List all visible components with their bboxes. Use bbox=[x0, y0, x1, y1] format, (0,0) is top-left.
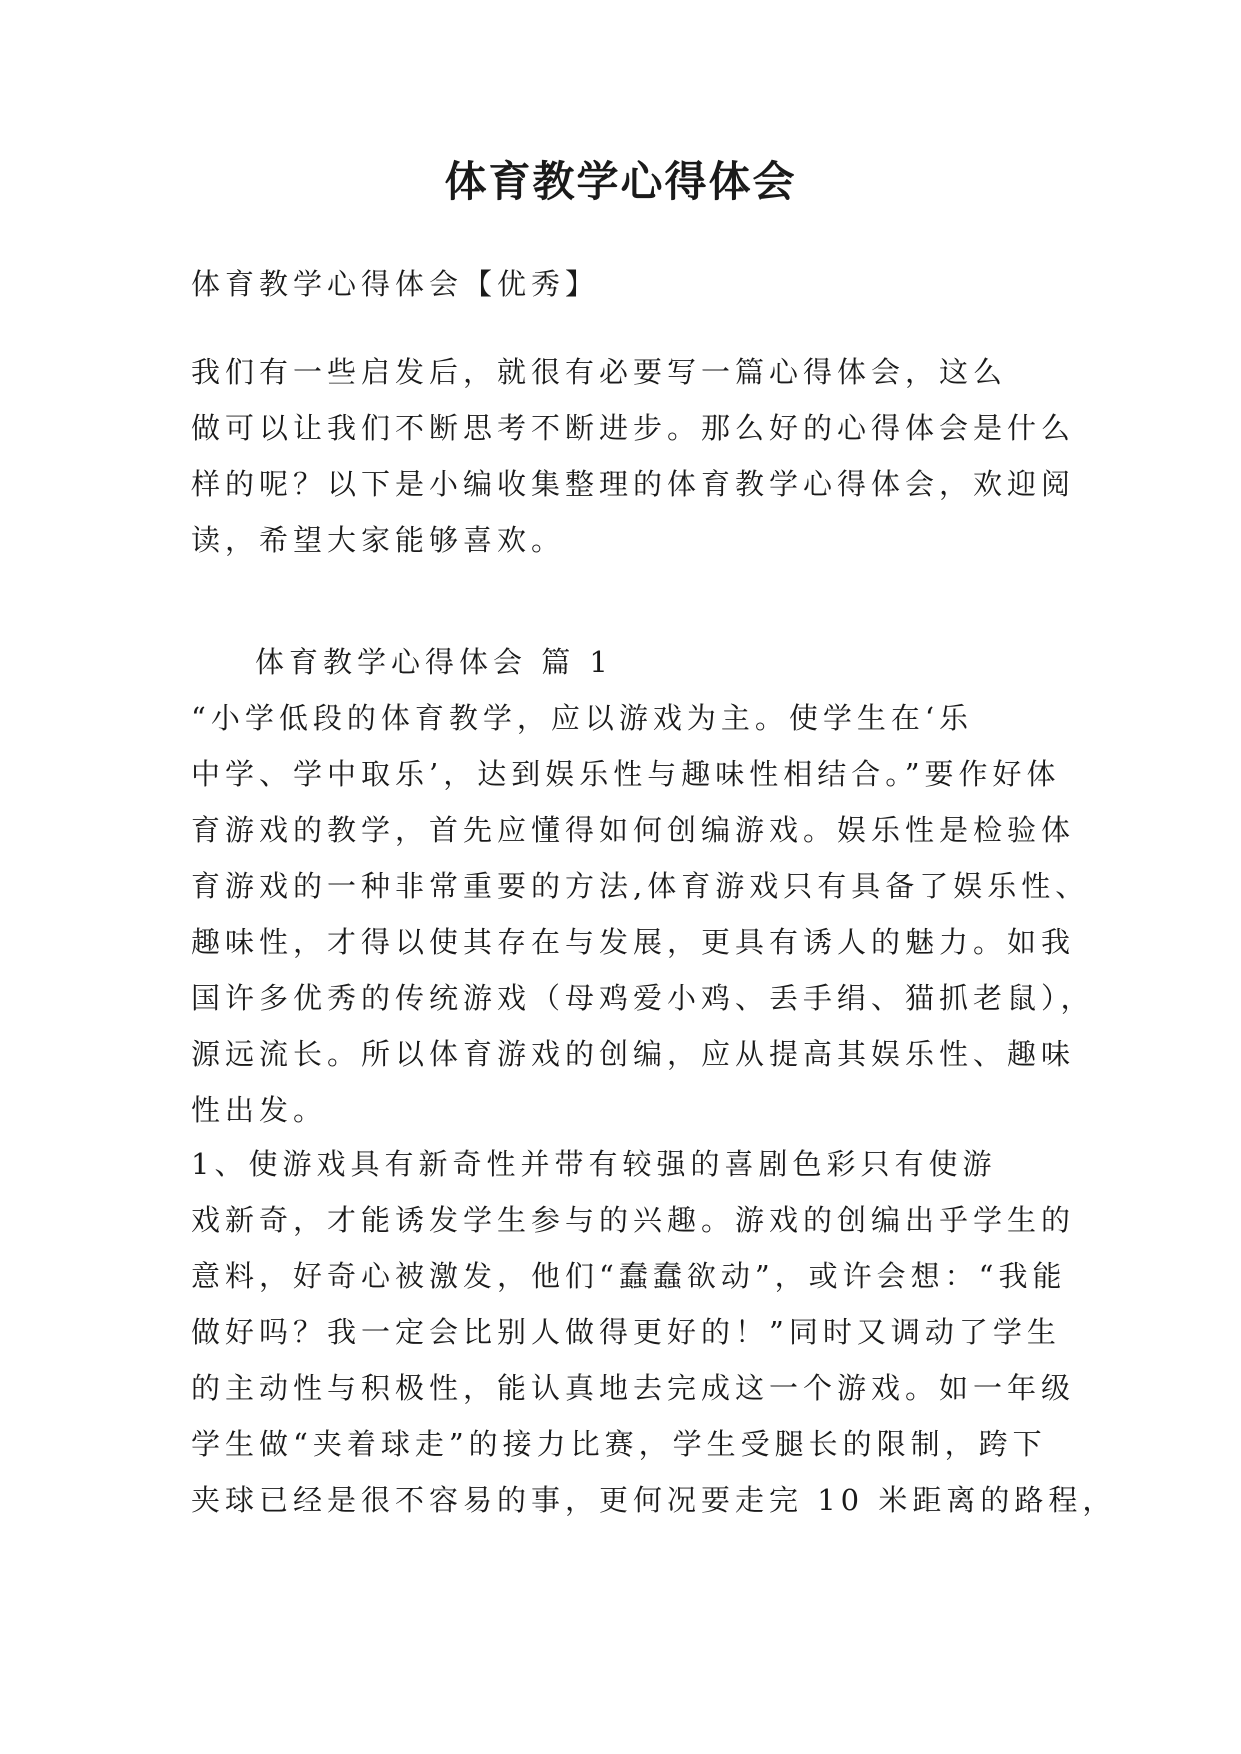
intro-line: 样的呢？以下是小编收集整理的体育教学心得体会，欢迎阅 bbox=[191, 467, 1076, 501]
paragraph-line: 趣味性，才得以使其存在与发展，更具有诱人的魅力。如我 bbox=[191, 925, 1076, 959]
paragraph-line: 做好吗？我一定会比别人做得更好的！”同时又调动了学生 bbox=[191, 1315, 1061, 1349]
body-paragraph-2 bbox=[191, 1136, 1117, 1528]
paragraph-line: 的主动性与积极性，能认真地去完成这一个游戏。如一年级 bbox=[191, 1371, 1076, 1405]
paragraph-line: 育游戏的教学，首先应懂得如何创编游戏。娱乐性是检验体 bbox=[191, 813, 1076, 847]
paragraph-line: “小学低段的体育教学，应以游戏为主。使学生在‘乐 bbox=[191, 701, 974, 735]
document-subtitle: 体育教学心得体会【优秀】 bbox=[191, 267, 600, 301]
intro-paragraph bbox=[191, 344, 1076, 568]
paragraph-line: 中学、学中取乐’，达到娱乐性与趣味性相结合。”要作好体 bbox=[191, 757, 1061, 791]
paragraph-line: 国许多优秀的传统游戏（母鸡爱小鸡、丢手绢、猫抓老鼠）， bbox=[191, 981, 1095, 1015]
paragraph-line: 夹球已经是很不容易的事，更何况要走完 10 米距离的路程， bbox=[191, 1483, 1117, 1517]
paragraph-line: 学生做“夹着球走”的接力比赛，学生受腿长的限制，跨下 bbox=[191, 1427, 1047, 1461]
paragraph-line: 性出发。 bbox=[191, 1093, 328, 1127]
intro-line: 我们有一些启发后，就很有必要写一篇心得体会，这么 bbox=[191, 355, 1008, 389]
section-heading: 体育教学心得体会 篇 1 bbox=[255, 645, 613, 679]
intro-line: 做可以让我们不断思考不断进步。那么好的心得体会是什么 bbox=[191, 411, 1076, 445]
paragraph-line: 意料，好奇心被激发，他们“蠢蠢欲动”，或许会想：“我能 bbox=[191, 1259, 1067, 1293]
paragraph-line: 育游戏的一种非常重要的方法,体育游戏只有具备了娱乐性、 bbox=[191, 869, 1090, 903]
paragraph-line: 1、使游戏具有新奇性并带有较强的喜剧色彩只有使游 bbox=[191, 1147, 997, 1181]
intro-line: 读，希望大家能够喜欢。 bbox=[191, 523, 566, 557]
paragraph-line: 源远流长。所以体育游戏的创编，应从提高其娱乐性、趣味 bbox=[191, 1037, 1076, 1071]
body-paragraph-1 bbox=[191, 690, 1095, 1138]
paragraph-line: 戏新奇，才能诱发学生参与的兴趣。游戏的创编出乎学生的 bbox=[191, 1203, 1076, 1237]
document-title: 体育教学心得体会 bbox=[444, 157, 797, 206]
